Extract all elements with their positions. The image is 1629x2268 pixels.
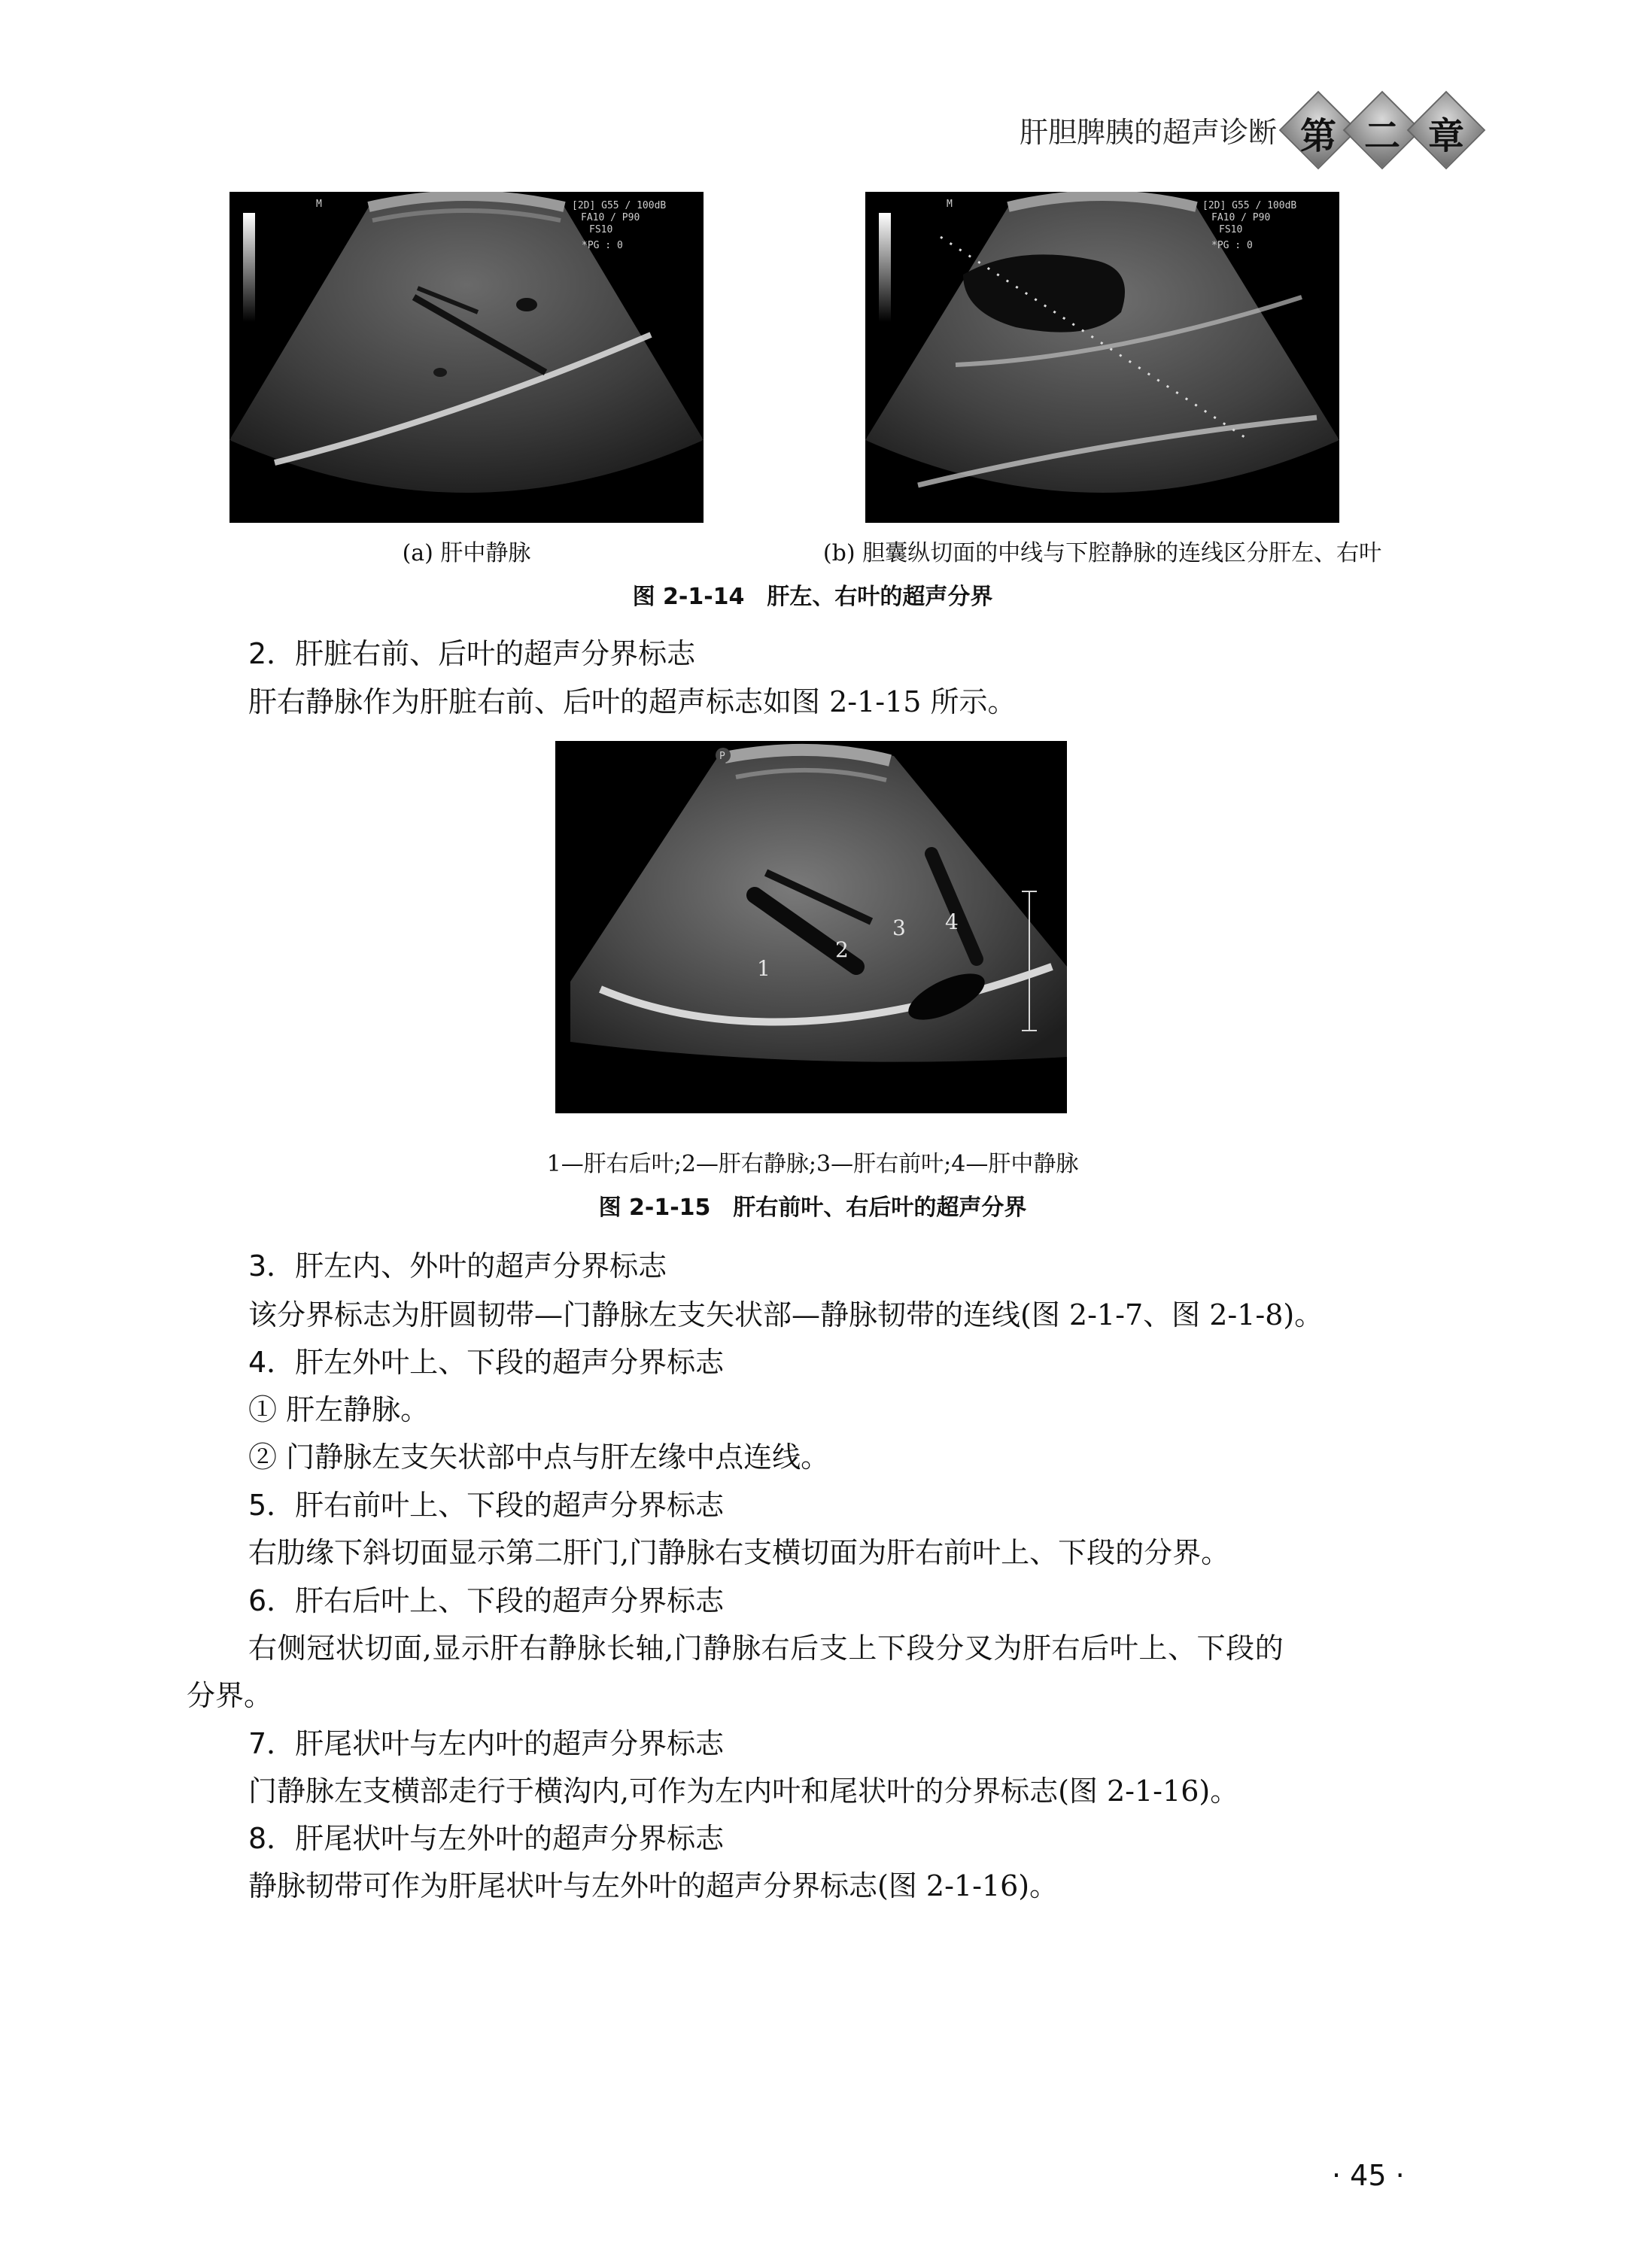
section-4-heading: 4．肝左外叶上、下段的超声分界标志: [248, 1346, 725, 1379]
ultrasound-image-b: [865, 192, 1339, 523]
ultrasound-image-2-1-15: [555, 741, 1067, 1113]
ultrasound-image-a: [229, 192, 704, 523]
section-8-text: 静脉韧带可作为肝尾状叶与左外叶的超声分界标志(图 2-1-16)。: [248, 1869, 1059, 1902]
running-title: 肝胆脾胰的超声诊断: [1020, 116, 1278, 149]
section-8-heading: 8．肝尾状叶与左外叶的超声分界标志: [248, 1822, 725, 1855]
us-label-2: 2: [835, 937, 849, 962]
figure-2-1-15-title: 图 2-1-15 肝右前叶、右后叶的超声分界: [598, 1195, 1027, 1221]
us-a-overlay-3: FS10: [589, 224, 613, 235]
us-a-overlay-2: FA10 / P90: [581, 212, 640, 223]
us-a-marker: M: [316, 199, 322, 210]
us-a-overlay-1: [2D] G55 / 100dB: [572, 200, 667, 211]
figure-2-1-14b-caption: (b) 胆囊纵切面的中线与下腔静脉的连线区分肝左、右叶: [822, 540, 1382, 566]
section-2-heading: 2．肝脏右前、后叶的超声分界标志: [248, 637, 696, 670]
section-7-heading: 7．肝尾状叶与左内叶的超声分界标志: [248, 1727, 725, 1760]
section-3-heading: 3．肝左内、外叶的超声分界标志: [248, 1249, 667, 1283]
section-4-item-2: ② 门静脉左支矢状部中点与肝左缘中点连线。: [248, 1441, 830, 1474]
us-b-overlay-2: FA10 / P90: [1211, 212, 1271, 223]
figure-2-1-14-title: 图 2-1-14 肝左、右叶的超声分界: [632, 584, 993, 610]
us-b-overlay-4: *PG : 0: [1211, 240, 1253, 251]
us-b-overlay-3: FS10: [1219, 224, 1243, 235]
us-a-overlay-4: *PG : 0: [582, 240, 623, 251]
us-c-marker: P: [719, 751, 725, 762]
us-b-marker: M: [947, 199, 953, 210]
page-number: · 45 ·: [1332, 2159, 1405, 2192]
section-4-item-1: ① 肝左静脉。: [248, 1393, 430, 1426]
section-6-text-line-2: 分界。: [187, 1679, 273, 1712]
chapter-char-1: 第: [1299, 115, 1336, 157]
section-3-text: 该分界标志为肝圆韧带—门静脉左支矢状部—静脉韧带的连线(图 2-1-7、图 2-1-8)。: [248, 1298, 1324, 1331]
us-label-3: 3: [892, 915, 906, 940]
section-6-text-line-1: 右侧冠状切面,显示肝右静脉长轴,门静脉右后支上下段分叉为肝右后叶上、下段的: [248, 1632, 1284, 1665]
figure-2-1-15-legend: 1—肝右后叶;2—肝右静脉;3—肝右前叶;4—肝中静脉: [546, 1151, 1079, 1177]
section-5-heading: 5．肝右前叶上、下段的超声分界标志: [248, 1489, 725, 1522]
section-2-text: 肝右静脉作为肝脏右前、后叶的超声标志如图 2-1-15 所示。: [248, 685, 1017, 718]
section-6-heading: 6．肝右后叶上、下段的超声分界标志: [248, 1584, 725, 1617]
us-b-overlay-1: [2D] G55 / 100dB: [1202, 200, 1297, 211]
chapter-char-2: 二: [1363, 115, 1400, 157]
us-label-4: 4: [945, 909, 959, 934]
section-5-text: 右肋缘下斜切面显示第二肝门,门静脉右支横切面为肝右前叶上、下段的分界。: [248, 1536, 1230, 1569]
chapter-char-3: 章: [1427, 115, 1464, 157]
us-label-1: 1: [757, 956, 770, 981]
figure-2-1-14a-caption: (a) 肝中静脉: [402, 540, 531, 566]
section-7-text: 门静脉左支横部走行于横沟内,可作为左内叶和尾状叶的分界标志(图 2-1-16)。: [248, 1775, 1239, 1808]
